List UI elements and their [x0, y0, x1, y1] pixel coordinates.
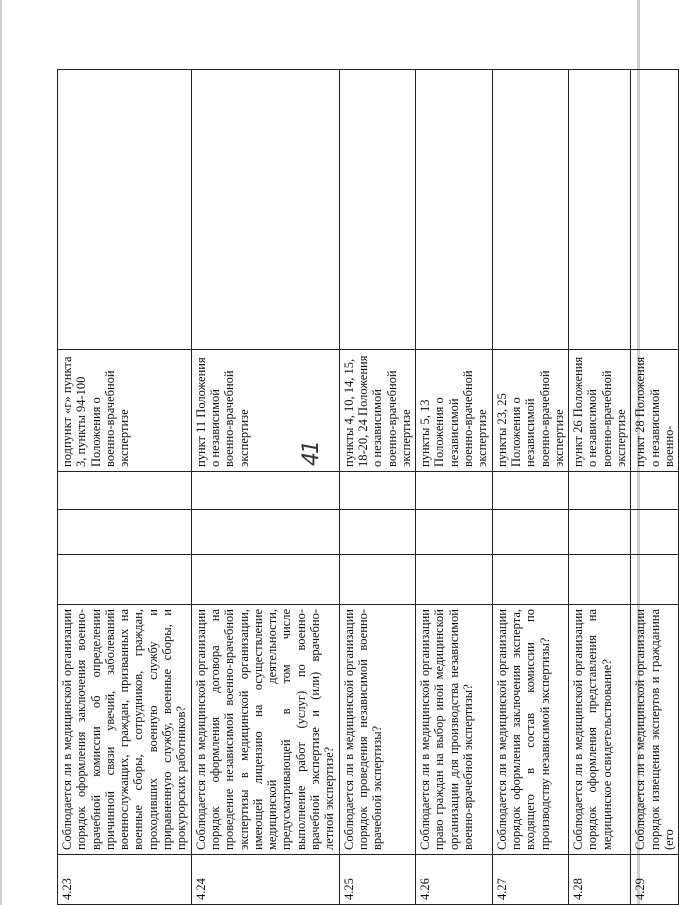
- reference-cell: пункт 11 Положения о независимой военно-врачебной экспертизе: [191, 350, 339, 472]
- answer-cell-no: [631, 510, 679, 555]
- answer-cell-yes: [339, 555, 415, 605]
- reference-cell: пункт 28 Положения о независимой военно-: [631, 350, 679, 472]
- reference-cell: подпункт «г» пункта 3, пункты 94-100 Положения о военно-врачебной экспертизе: [58, 350, 192, 472]
- answer-cell-no: [569, 510, 631, 555]
- page-number: 41: [299, 442, 324, 466]
- table-row: [58, 70, 192, 905]
- table-row: [191, 70, 339, 905]
- answer-cell-no: [492, 510, 568, 555]
- reference-cell: пункты 5, 13 Положения о независимой военно-врачебной экспертизе: [416, 350, 492, 472]
- answer-cell-yes: [569, 555, 631, 605]
- table-row: [416, 70, 492, 905]
- answer-cell-na: [416, 472, 492, 510]
- notes-cell: [631, 70, 679, 350]
- answer-cell-na: [58, 472, 192, 510]
- notes-cell: [58, 70, 192, 350]
- row-number: 4.24: [191, 855, 339, 905]
- answer-cell-na: [569, 472, 631, 510]
- answer-cell-yes: [492, 555, 568, 605]
- table-row: [569, 70, 631, 905]
- scan-edge-left: [0, 0, 2, 905]
- answer-cell-na: [191, 472, 339, 510]
- question-cell: Соблюдается ли в медицинской организации порядок проведения независимой военно-врачебной экспертизы?: [339, 605, 415, 855]
- row-number: 4.23: [58, 855, 192, 905]
- answer-cell-na: [631, 472, 679, 510]
- rotated-table-wrapper: [57, 70, 676, 905]
- answer-cell-no: [339, 510, 415, 555]
- question-cell: Соблюдается ли в медицинской организации порядок оформления заключения военно-врачебной комиссии об определении причинной связи увечий, заболеваний военнослужащих, граждан, призванных на военные сборы, сотрудников, граждан, проходивших военную службу и приравненную службу, военные сборы, и прокурорских работников?: [58, 605, 192, 855]
- answer-cell-yes: [191, 555, 339, 605]
- question-cell: Соблюдается ли в медицинской организации порядок оформления заключения эксперта, входящего в состав комиссии по производству независимой экспертизы?: [492, 605, 568, 855]
- row-number: 4.27: [492, 855, 568, 905]
- table-row: [631, 70, 679, 905]
- reference-cell: пункты 4, 10, 14, 15, 18-20, 24 Положения о независимой военно-врачебной экспертизе: [339, 350, 415, 472]
- row-number: 4.29: [631, 855, 679, 905]
- checklist-table: [57, 69, 679, 905]
- question-cell: Соблюдается ли в медицинской организации порядок оформления договора на проведение независимой военно-врачебной экспертизы в медицинской организации, имеющей лицензию на осуществление медицинской деятельности, предусматривающей в том числе выполнение работ (услуг) по военно-врачебной экспертизе и (или) врачебно-летной экспертизе?: [191, 605, 339, 855]
- reference-cell: пункты 23, 25 Положения о независимой военно-врачебной экспертизе: [492, 350, 568, 472]
- reference-cell: пункт 26 Положения о независимой военно-врачебной экспертизе: [569, 350, 631, 472]
- question-cell: Соблюдается ли в медицинской организации порядок оформления представления на медицинское освидетельствование?: [569, 605, 631, 855]
- row-number: 4.28: [569, 855, 631, 905]
- answer-cell-na: [492, 472, 568, 510]
- table-row: [492, 70, 568, 905]
- notes-cell: [416, 70, 492, 350]
- notes-cell: [339, 70, 415, 350]
- row-number: 4.25: [339, 855, 415, 905]
- answer-cell-na: [339, 472, 415, 510]
- notes-cell: [492, 70, 568, 350]
- question-cell: Соблюдается ли в медицинской организации порядок извещения экспертов и гражданина (его: [631, 605, 679, 855]
- row-number: 4.26: [416, 855, 492, 905]
- answer-cell-no: [416, 510, 492, 555]
- table-row: [339, 70, 415, 905]
- answer-cell-yes: [58, 555, 192, 605]
- notes-cell: [569, 70, 631, 350]
- question-cell: Соблюдается ли в медицинской организации право граждан на выбор иной медицинской организации для производства независимой военно-врачебной экспертизы?: [416, 605, 492, 855]
- answer-cell-yes: [631, 555, 679, 605]
- answer-cell-yes: [416, 555, 492, 605]
- notes-cell: [191, 70, 339, 350]
- answer-cell-no: [191, 510, 339, 555]
- answer-cell-no: [58, 510, 192, 555]
